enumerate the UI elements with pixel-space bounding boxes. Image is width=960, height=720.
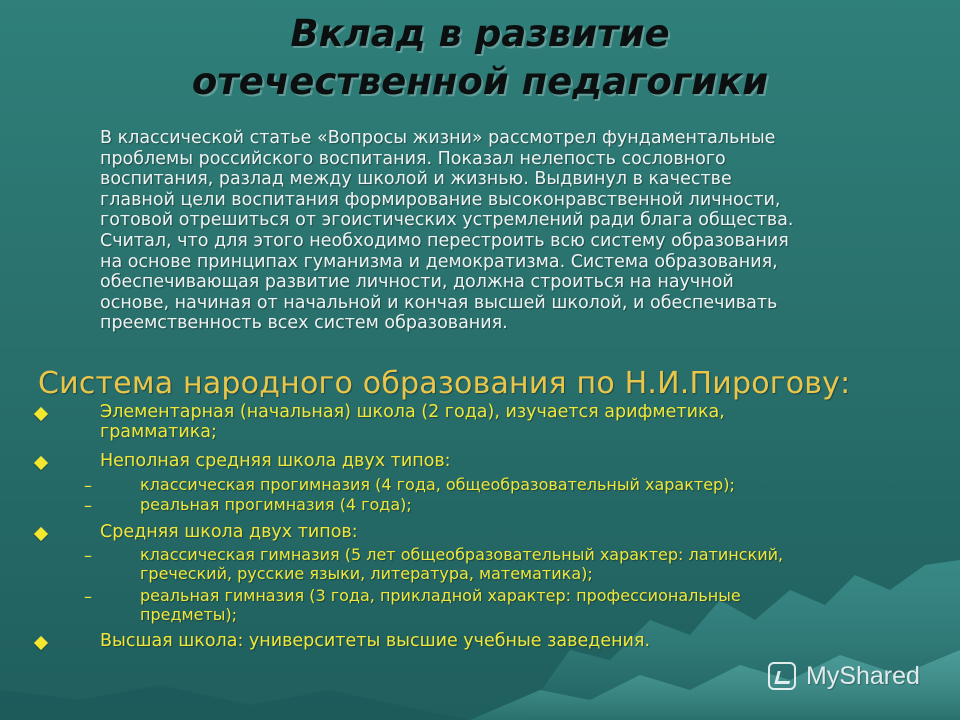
diamond-bullet-icon [34,407,48,421]
bullet-item [36,523,936,543]
watermark [768,656,938,696]
bullet-item [36,452,936,472]
sub-text: реальная прогимназия (4 года); [140,495,412,514]
sub-text: классическая гимназия (5 лет общеобразовательный характер: латинский, греческий, русские языки, литература, математика); [140,545,784,583]
title-line-1: Вклад в развитие [290,12,670,55]
sub-item [36,587,936,624]
bullet-item [36,632,936,652]
dash-marker: – [84,496,92,515]
myshared-logo-icon [768,662,796,690]
diamond-bullet-icon [34,636,48,650]
intro-paragraph: В классической статье «Вопросы жизни» рассмотрел фундаментальные проблемы российского воспитания. Показал нелепость сословного воспитания, разлад между школой и жизнью. Выдвинул в качестве главной цели воспитания формирование высоконравственной личности, готовой отрешиться от эгоистических устремлений ради блага общества. Считал, что для этого необходимо перестроить всю систему образования на основе принципах гуманизма и демократизма. Система образования, обеспечивающая развитие личности, должна строиться на научной основе, начиная от начальной и кончая высшей школой, и обеспечивать преемственность всех систем образования. [100,128,794,334]
watermark-text: MyShared [806,661,920,690]
bullet-text: Элементарная (начальная) школа (2 года), изучается арифметика, грамматика; [100,402,725,442]
sub-text: реальная гимназия (3 года, прикладной характер: профессиональные предметы); [140,586,741,624]
bullet-text: Средняя школа двух типов: [100,521,358,542]
diamond-bullet-icon [34,456,48,470]
bullet-list [36,403,936,652]
sub-item [36,476,936,495]
dash-marker: – [84,587,92,606]
bullet-text: Неполная средняя школа двух типов: [100,451,451,471]
sub-item [36,546,936,583]
dash-marker: – [84,475,92,495]
sub-text: классическая прогимназия (4 года, общеобразовательный характер); [140,474,735,494]
sub-item [36,496,936,515]
dash-marker: – [84,546,92,565]
slide-title [0,10,960,106]
section-title: Система народного образования по Н.И.Пирогову: [38,366,851,401]
title-line-2: отечественной педагогики [191,60,769,103]
diamond-bullet-icon [34,526,48,540]
bullet-text: Высшая школа: университеты высшие учебные заведения. [100,631,651,651]
bullet-item [36,403,936,442]
